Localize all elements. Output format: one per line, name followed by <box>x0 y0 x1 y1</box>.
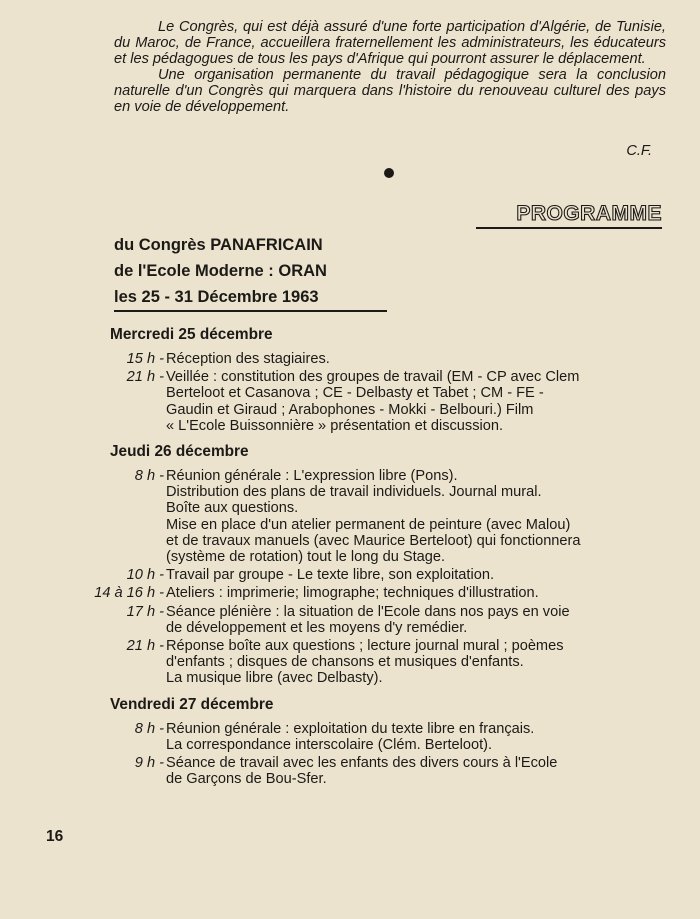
entry-description <box>166 604 662 636</box>
entry-line: Séance plénière : la situation de l'Ecole dans nos pays en voie <box>166 603 570 620</box>
entry-description <box>166 721 662 753</box>
signature: C.F. <box>626 143 652 159</box>
schedule-entry <box>0 755 700 787</box>
entry-line: Veillée : constitution des groupes de travail (EM - CP avec Clem <box>166 369 580 386</box>
schedule-entry <box>0 468 700 565</box>
entry-line: Distribution des plans de travail individuels. Journal mural. <box>166 484 542 501</box>
day-heading: Vendredi 27 décembre <box>110 695 274 713</box>
schedule-entry <box>0 604 700 636</box>
entry-description <box>166 567 662 583</box>
day-heading: Mercredi 25 décembre <box>110 326 273 343</box>
entry-line: Berteloot et Casanova ; CE - Delbasty et Tabet ; CM - FE - <box>166 385 544 402</box>
entry-line: La musique libre (avec Delbasty). <box>166 670 383 687</box>
entry-line: d'enfants ; disques de chansons et musiques d'enfants. <box>166 654 524 671</box>
day-block <box>0 696 700 788</box>
programme-title: PROGRAMME <box>476 202 662 229</box>
day-block <box>0 326 700 434</box>
day-block <box>0 443 700 687</box>
subtitle-line: les 25 - 31 Décembre 1963 <box>114 288 319 306</box>
intro-text <box>114 19 666 115</box>
entry-line: Réception des stagiaires. <box>166 351 330 367</box>
entry-line: Boîte aux questions. <box>166 500 299 517</box>
entry-line: Mise en place d'un atelier permanent de peinture (avec Malou) <box>166 516 571 533</box>
entry-description <box>166 585 662 601</box>
schedule <box>0 326 700 796</box>
entry-line: Gaudin et Giraud ; Arabophones - Mokki - Belbouri.) Film <box>166 401 534 418</box>
entry-line: (système de rotation) tout le long du Stage. <box>166 549 446 566</box>
entry-description <box>166 369 662 434</box>
schedule-entry <box>0 567 700 583</box>
schedule-entry <box>0 638 700 687</box>
entry-line: de Garçons de Bou-Sfer. <box>166 771 327 788</box>
separator-bullet <box>384 168 394 178</box>
entry-description <box>166 638 662 687</box>
entry-time: 15 h - <box>126 351 164 367</box>
entry-time: 9 h - <box>134 755 164 772</box>
entry-line: La correspondance interscolaire (Clém. Berteloot). <box>166 736 493 753</box>
entry-time: 17 h - <box>126 603 164 620</box>
entry-line: Séance de travail avec les enfants des divers cours à l'Ecole <box>166 755 558 772</box>
entry-description <box>166 351 662 367</box>
entry-time: 8 h - <box>134 720 164 737</box>
programme-subtitle <box>114 232 387 312</box>
entry-time: 14 à 16 h - <box>94 585 164 602</box>
entry-description <box>166 468 662 565</box>
intro-paragraph-1: Le Congrès, qui est déjà assuré d'une forte participation d'Algérie, de Tunisie, du Maroc, de France, accueillera fraternellement les administrateurs, les éducateurs et les pédagogues de tous les pays d'Afrique qui pourront assurer le déplacement. <box>114 19 666 67</box>
schedule-entry <box>0 369 700 434</box>
entry-line: Réunion générale : L'expression libre (Pons). <box>166 468 458 485</box>
schedule-entry <box>0 721 700 753</box>
entry-line: Réponse boîte aux questions ; lecture journal mural ; poèmes <box>166 638 564 655</box>
entry-line: Ateliers : imprimerie; limographe; techniques d'illustration. <box>166 585 539 602</box>
entry-line: Réunion générale : exploitation du texte libre en français. <box>166 720 535 737</box>
schedule-entry <box>0 351 700 367</box>
entry-time: 21 h - <box>126 369 164 386</box>
day-heading: Jeudi 26 décembre <box>110 443 249 461</box>
schedule-entry <box>0 585 700 601</box>
entry-line: « L'Ecole Buissonnière » présentation et discussion. <box>166 417 504 434</box>
page-number: 16 <box>46 828 64 845</box>
entry-time: 8 h - <box>134 468 164 485</box>
entry-line: Travail par groupe - Le texte libre, son exploitation. <box>166 567 494 584</box>
entry-line: et de travaux manuels (avec Maurice Berteloot) qui fonctionnera <box>166 532 581 549</box>
entry-time: 21 h - <box>126 638 164 655</box>
subtitle-line: du Congrès PANAFRICAIN <box>114 236 323 254</box>
entry-line: de développement et les moyens d'y remédier. <box>166 619 468 636</box>
entry-description <box>166 755 662 787</box>
subtitle-line: de l'Ecole Moderne : ORAN <box>114 262 327 280</box>
entry-time: 10 h - <box>126 567 164 584</box>
intro-paragraph-2: Une organisation permanente du travail pédagogique sera la conclusion naturelle d'un Congrès qui marquera dans l'histoire du renouveau culturel des pays en voie de développement. <box>114 67 666 115</box>
